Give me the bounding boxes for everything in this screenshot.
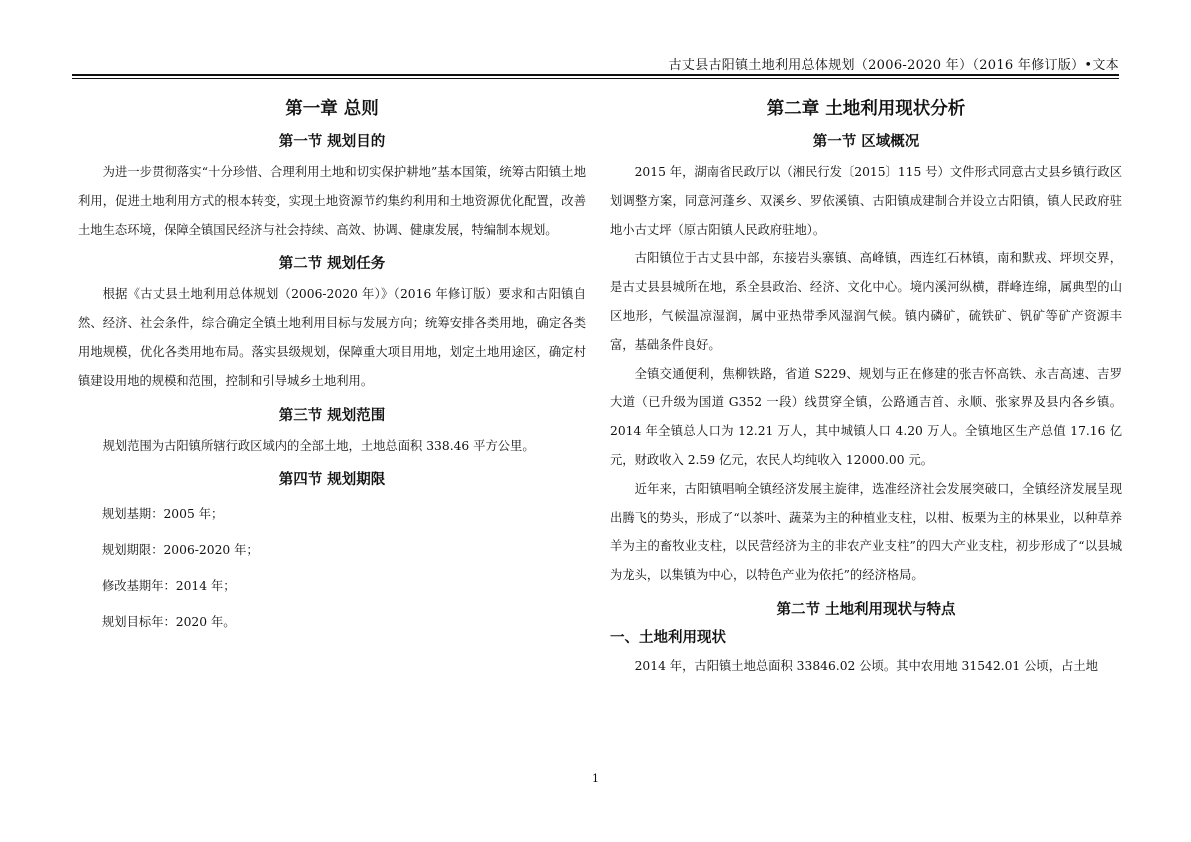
- list-item: 规划期限：2006-2020 年；: [102, 543, 259, 558]
- paragraph: 规划范围为古阳镇所辖行政区域内的全部土地，土地总面积 338.46 平方公里。: [102, 438, 535, 453]
- section-heading: 第一节 规划目的: [278, 134, 386, 150]
- chapter-2-title: 第二章 土地利用现状分析: [766, 99, 966, 119]
- page-number: 1: [592, 772, 599, 785]
- list-item: 修改基期年：2014 年；: [102, 579, 236, 594]
- paragraph: 2015 年，湖南省民政厅以（湘民行发〔2015〕115 号）文件形式同意古丈县乡镇行政区划调整方案，同意河蓬乡、双溪乡、罗依溪镇、古阳镇成建制合并设立古阳镇，镇人民政府驻地小古丈坪（原古阳镇人民政府驻地）。: [610, 165, 1122, 237]
- left-column: [78, 88, 586, 640]
- chapter-1-title: 第一章 总则: [285, 99, 379, 119]
- subsection-heading: 一、土地利用现状: [610, 629, 726, 646]
- right-column: [610, 88, 1122, 681]
- section-heading: 第二节 土地利用现状与特点: [776, 601, 956, 618]
- section-heading: 第一节 区域概况: [812, 134, 920, 150]
- paragraph: 全镇交通便利，焦柳铁路，省道 S229、规划与正在修建的张吉怀高铁、永吉高速、吉罗大道（已升级为国道 G352 一段）线贯穿全镇，公路通吉首、永顺、张家界及县内各乡镇。2014 年全镇总人口为 12.21 万人，其中城镇人口 4.20 万人。全镇地区生产总值 17.16 亿元，财政收入 2.59 亿元，农民人均纯收入 12000.00 元。: [610, 366, 1122, 467]
- paragraph: 根据《古丈县土地利用总体规划（2006-2020 年）》（2016 年修订版）要求和古阳镇自然、经济、社会条件，综合确定全镇土地利用目标与发展方向；统筹安排各类用地，确定各类用地规模，优化各类用地布局。落实县级规划，保障重大项目用地，划定土地用途区，确定村镇建设用地的规模和范围，控制和引导城乡土地利用。: [78, 287, 586, 388]
- header-rule-thin: [72, 78, 1119, 79]
- section-heading: 第二节 规划任务: [278, 256, 386, 273]
- paragraph: 为进一步贯彻落实“十分珍惜、合理利用土地和切实保护耕地”基本国策，统筹古阳镇土地利用，促进土地利用方式的根本转变，实现土地资源节约集约利用和土地资源优化配置，改善土地生态环境，保障全镇国民经济与社会持续、高效、协调、健康发展，特编制本规划。: [78, 165, 586, 237]
- paragraph: 2014 年，古阳镇土地总面积 33846.02 公顷。其中农用地 31542.01 公顷，占土地: [634, 658, 1098, 673]
- running-header: 古丈县古阳镇土地利用总体规划（2006-2020 年）（2016 年修订版）•文本: [668, 58, 1119, 73]
- list-item: 规划基期：2005 年；: [102, 507, 224, 522]
- header-rule: [72, 74, 1119, 76]
- paragraph: 古阳镇位于古丈县中部，东接岩头寨镇、高峰镇，西连红石林镇，南和默戎、坪坝交界，是古丈县县城所在地，系全县政治、经济、文化中心。境内溪河纵横，群峰连绵，属典型的山区地形，气候温凉湿润，属中亚热带季风湿润气候。镇内磷矿，硫铁矿、钒矿等矿产资源丰富，基础条件良好。: [610, 251, 1122, 352]
- paragraph: 近年来，古阳镇唱响全镇经济发展主旋律，选准经济社会发展突破口，全镇经济发展呈现出腾飞的势头，形成了“以茶叶、蔬菜为主的种植业支柱，以柑、板栗为主的林果业，以种草养羊为主的畜牧业支柱，以民营经济为主的非农产业支柱”的四大产业支柱，初步形成了“以县城为龙头，以集镇为中心，以特色产业为依托”的经济格局。: [610, 481, 1122, 583]
- section-heading: 第四节 规划期限: [278, 472, 386, 489]
- list-item: 规划目标年：2020 年。: [102, 615, 236, 630]
- section-heading: 第三节 规划范围: [278, 407, 386, 424]
